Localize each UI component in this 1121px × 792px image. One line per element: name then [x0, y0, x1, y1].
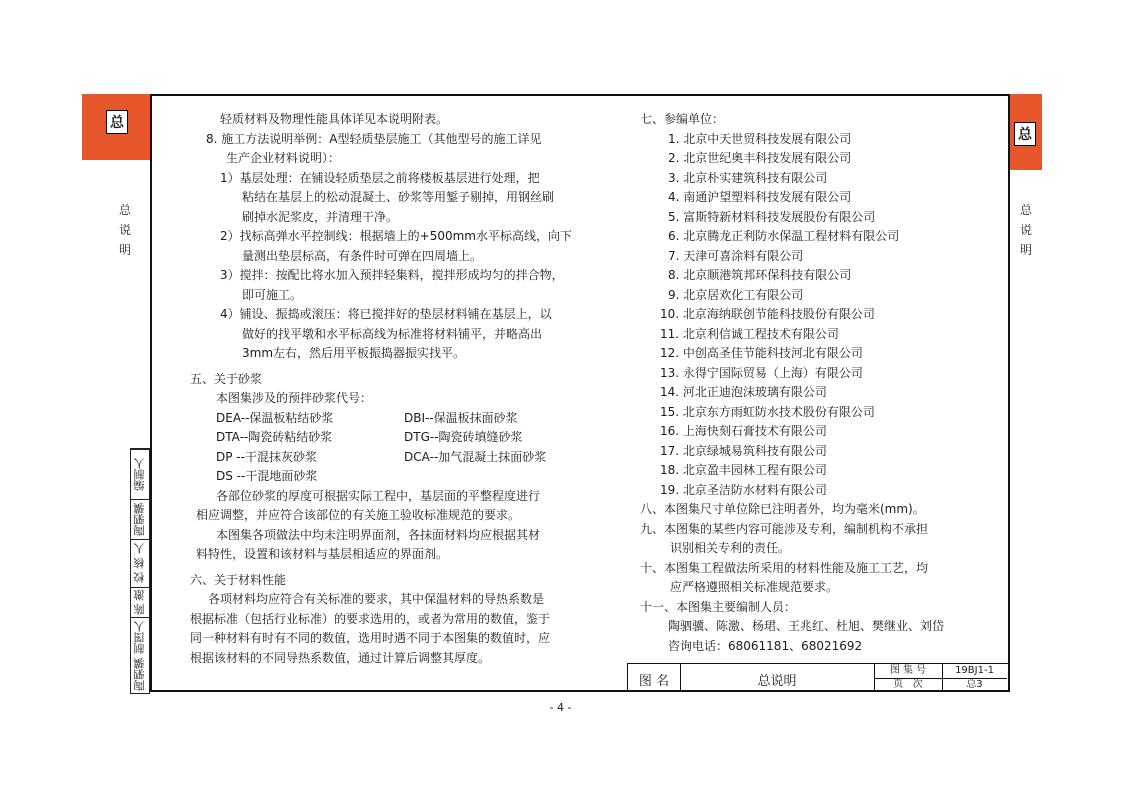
text-line: 做好的找平墩和水平标高线为标准将材料铺平，并略高出 [242, 326, 543, 341]
signature-cell: 陈 激 [131, 587, 149, 617]
drawing-name: 总说明 [757, 674, 797, 689]
mortar-code: DEA--保温板粘结砂浆 [216, 410, 334, 425]
note-line: 应严格遵照相关标准规范要求。 [670, 580, 839, 594]
page-number: - 4 - [549, 701, 572, 714]
unit-item: 18. 北京盈丰园林工程有限公司 [660, 463, 827, 477]
unit-item: 13. 永得宁国际贸易（上海）有限公司 [660, 365, 863, 380]
text-line: 本图集各项做法中均未注明界面剂，各抹面材料均应根据其材 [216, 527, 541, 542]
section-heading: 六、关于材料性能 [190, 572, 287, 587]
section-tab-right [1008, 94, 1042, 170]
side-title-right [1019, 200, 1033, 260]
side-title-char: 说 [118, 223, 131, 237]
unit-item: 11. 北京利信诚工程技术有限公司 [660, 326, 839, 341]
text-line: 生产企业材料说明）： [226, 151, 341, 165]
section-tab-left [82, 94, 152, 160]
text-line: 相应调整，并应符合该部位的有关施工验收标准规范的要求。 [196, 508, 521, 522]
unit-item: 19. 北京圣洁防水材料有限公司 [660, 482, 827, 497]
side-title-char: 总 [1019, 203, 1032, 217]
signature-strip [130, 448, 150, 694]
side-title-char: 明 [118, 243, 131, 257]
unit-item: 9. 北京居欢化工有限公司 [668, 287, 804, 302]
mortar-code-row [216, 428, 576, 448]
unit-item: 16. 上海快刻石膏技术有限公司 [660, 424, 827, 438]
mortar-code: DS --干混地面砂浆 [216, 469, 318, 483]
note-line: 九、本图集的某些内容可能涉及专利，编制机构不承担 [640, 521, 929, 536]
note-line: 八、本图集尺寸单位除已注明者外，均为毫米(mm)。 [640, 502, 925, 516]
unit-item: 4. 南通沪望塑料科技发展有限公司 [668, 190, 852, 204]
section-heading: 七、参编单位： [640, 112, 725, 126]
signature-cell: 陶驷骥 [133, 658, 146, 692]
text-line: 3mm左右，然后用平板振捣器振实找平。 [242, 346, 466, 360]
text-line: 根据该材料的不同导热系数值，通过计算后调整其厚度。 [190, 650, 491, 665]
left-column [190, 110, 572, 668]
mortar-code: DP --干混抹灰砂浆 [216, 449, 317, 464]
signature-cell: 校 核 人 [131, 539, 149, 587]
text-line: 各项材料均应符合有关标准的要求，其中保温材料的导热系数是 [208, 592, 545, 606]
section-heading: 五、关于砂浆 [190, 371, 263, 386]
page-value: 总3 [966, 679, 983, 690]
unit-item: 15. 北京东方雨虹防水技术股份有限公司 [660, 404, 875, 419]
text-line: 1）基层处理：在铺设轻质垫层之前将楼板基层进行处理，把 [220, 170, 540, 185]
unit-item: 17. 北京绿城易筑科技有限公司 [660, 443, 827, 458]
unit-item: 2. 北京世纪奥丰科技发展有限公司 [668, 151, 852, 165]
text-line: 3）搅拌：按配比将水加入预拌轻集料，搅拌形成均匀的拌合物， [220, 268, 564, 282]
title-block [627, 663, 1008, 692]
mortar-code-row [216, 409, 576, 429]
side-title-char: 总 [118, 203, 131, 217]
side-title-left [118, 200, 132, 260]
atlas-number: 19BJ1-1 [955, 665, 994, 676]
mortar-code-row [216, 448, 576, 468]
unit-item: 12. 中创高圣佳节能科技河北有限公司 [660, 346, 863, 360]
mortar-code: DTA--陶瓷砖粘结砂浆 [216, 430, 333, 444]
section-tab-label: 总 [1014, 122, 1036, 146]
text-line: 本图集涉及的预拌砂浆代号： [216, 391, 373, 405]
text-line: 粘结在基层上的松动混凝土、砂浆等用錾子剔掉，用钢丝刷 [242, 190, 555, 204]
unit-item: 6. 北京腾龙正利防水保温工程材料有限公司 [668, 229, 900, 243]
note-line: 陶驷骥、陈激、杨珺、王兆红、杜旭、樊继业、刘岱 [668, 619, 945, 633]
unit-item: 14. 河北正迪泡沫玻璃有限公司 [660, 385, 827, 399]
text-line: 轻质材料及物理性能具体详见本说明附表。 [220, 112, 449, 126]
text-line: 量测出垫层标高，有条件时可弹在四周墙上。 [242, 248, 483, 263]
text-line: 同一种材料有时有不同的数值，选用时遇不同于本图集的数值时，应 [190, 631, 551, 645]
note-line: 识别相关专利的责任。 [670, 541, 791, 555]
side-title-char: 明 [1019, 243, 1032, 257]
unit-item: 5. 富斯特新材料科技发展股份有限公司 [668, 209, 876, 224]
signature-cell: 编制人 [131, 449, 149, 499]
note-line: 十、本图集工程做法所采用的材料性能及施工工艺，均 [640, 560, 929, 575]
note-line: 咨询电话：68061181、68021692 [668, 638, 863, 653]
unit-item: 3. 北京朴实建筑科技有限公司 [668, 170, 828, 185]
text-line: 即可施工。 [242, 287, 303, 302]
unit-item: 7. 天津可喜涂料有限公司 [668, 248, 804, 263]
text-line: 刷掉水泥浆皮，并清理干净。 [242, 209, 399, 224]
unit-item: 8. 北京顺港筑邦环保科技有限公司 [668, 268, 852, 282]
text-line: 料特性，设置和该材料与基层相适应的界面剂。 [196, 547, 449, 561]
text-line: 各部位砂浆的厚度可根据实际工程中，基层面的平整程度进行 [216, 488, 541, 503]
mortar-code: DBI--保温板抹面砂浆 [404, 410, 518, 425]
text-line: 8. 施工方法说明举例：A型轻质垫层施工（其他型号的施工详见 [206, 131, 542, 146]
text-line: 2）找标高弹水平控制线：根据墙上的+500mm水平标高线，向下 [220, 229, 572, 243]
atlas-number-label: 图 集 号 [889, 665, 927, 676]
right-column [640, 110, 945, 656]
mortar-code: DTG--陶瓷砖填缝砂浆 [404, 430, 523, 444]
mortar-code: DCA--加气混凝土抹面砂浆 [404, 449, 547, 464]
signature-cell: 制图人 [131, 617, 149, 657]
drawing-name-label: 图 名 [638, 674, 670, 689]
note-line: 十一、本图集主要编制人员： [640, 599, 797, 614]
unit-item: 10. 北京海纳联创节能科技股份有限公司 [660, 307, 875, 321]
unit-item: 1. 北京中天世贸科技发展有限公司 [668, 131, 852, 146]
side-title-char: 说 [1019, 223, 1032, 237]
text-line: 4）铺设、振捣或滚压：将已搅拌好的垫层材料铺在基层上，以 [220, 307, 552, 321]
signature-cell: 陶驷骥 [131, 499, 149, 539]
text-line: 根据标准（包括行业标准）的要求选用的，或者为常用的数值，鉴于 [190, 611, 551, 626]
page-label: 页 次 [893, 679, 923, 690]
section-tab-label: 总 [106, 110, 128, 134]
